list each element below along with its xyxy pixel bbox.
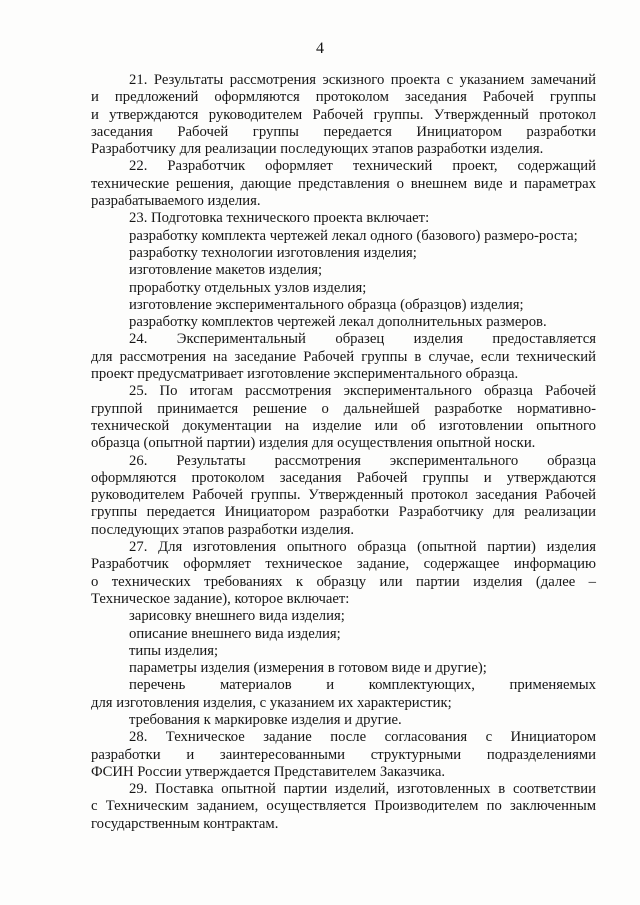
- text-line: государственным контрактам.: [91, 815, 279, 832]
- text-line: для рассмотрения на заседание Рабочей группы в случае, если технический: [91, 348, 596, 365]
- text-line: технические решения, дающие представления о внешнем виде и параметрах: [91, 175, 596, 192]
- text-line: группой принимается решение о дальнейшей разработке нормативно-: [91, 400, 596, 417]
- text-line: Техническое задание), которое включает:: [91, 590, 350, 607]
- text-line: 29. Поставка опытной партии изделий, изготовленных в соответствии: [129, 781, 596, 798]
- list-item: типы изделия;: [129, 642, 219, 659]
- text-line: последующих этапов разработки изделия.: [91, 521, 354, 538]
- text-line: 27. Для изготовления опытного образца (опытной партии) изделия: [129, 539, 596, 556]
- text-line: 22. Разработчик оформляет технический проект, содержащий: [129, 158, 596, 175]
- list-item: изготовление макетов изделия;: [129, 262, 323, 279]
- list-item: разработку технологии изготовления изделия;: [129, 244, 417, 261]
- text-line: для изготовления изделия, с указанием их характеристик;: [91, 694, 452, 711]
- text-line: ФСИН России утверждается Представителем Заказчика.: [91, 763, 446, 780]
- text-line: 26. Результаты рассмотрения экспериментального образца: [129, 452, 596, 469]
- text-line: 25. По итогам рассмотрения экспериментального образца Рабочей: [129, 383, 596, 400]
- list-item: изготовление экспериментального образца (образцов) изделия;: [129, 296, 524, 313]
- text-line: Разработчику для реализации последующих этапов разработки изделия.: [91, 141, 544, 158]
- list-item: перечень материалов и комплектующих, применяемых: [129, 677, 596, 694]
- text-line: разработки и заинтересованными структурными подразделениями: [91, 746, 596, 763]
- text-line: и предложений оформляются протоколом заседания Рабочей группы: [91, 89, 596, 106]
- text-line: руководителем Рабочей группы. Утвержденный протокол заседания Рабочей: [91, 487, 596, 504]
- text-line: образца (опытной партии) изделия для осуществления опытной носки.: [91, 435, 536, 452]
- document-body: [91, 72, 596, 833]
- text-line: 28. Техническое задание после согласования с Инициатором: [129, 729, 596, 746]
- text-line: с Техническим заданием, осуществляется Производителем по заключенным: [91, 798, 596, 815]
- text-line: и утверждаются руководителем Рабочей группы. Утвержденный протокол: [91, 106, 596, 123]
- list-item: разработку комплектов чертежей лекал дополнительных размеров.: [129, 314, 547, 331]
- text-line: Разработчик оформляет техническое задание, содержащее информацию: [91, 556, 596, 573]
- text-line: разрабатываемого изделия.: [91, 193, 261, 210]
- text-line: заседания Рабочей группы передается Инициатором разработки: [91, 123, 596, 140]
- text-line: о технических требованиях к образцу или партии изделия (далее –: [91, 573, 596, 590]
- text-line: оформляются протоколом заседания Рабочей группы и утверждаются: [91, 469, 596, 486]
- list-item: разработку комплекта чертежей лекал одного (базового) размеро-роста;: [129, 227, 578, 244]
- text-line: 23. Подготовка технического проекта включает:: [129, 210, 430, 227]
- list-item: описание внешнего вида изделия;: [129, 625, 341, 642]
- text-line: 21. Результаты рассмотрения эскизного проекта с указанием замечаний: [129, 72, 596, 88]
- page-number: 4: [316, 40, 324, 57]
- list-item: зарисовку внешнего вида изделия;: [129, 608, 345, 625]
- list-item: требования к маркировке изделия и другие.: [129, 711, 402, 728]
- text-line: технической документации на изделие или об изготовлении опытного: [91, 417, 596, 434]
- text-line: группы передается Инициатором разработки Разработчику для реализации: [91, 504, 596, 521]
- text-line: проект предусматривает изготовление экспериментального образца.: [91, 366, 519, 383]
- list-item: параметры изделия (измерения в готовом виде и другие);: [129, 660, 487, 677]
- list-item: проработку отдельных узлов изделия;: [129, 279, 367, 296]
- text-line: 24. Экспериментальный образец изделия предоставляется: [129, 331, 596, 348]
